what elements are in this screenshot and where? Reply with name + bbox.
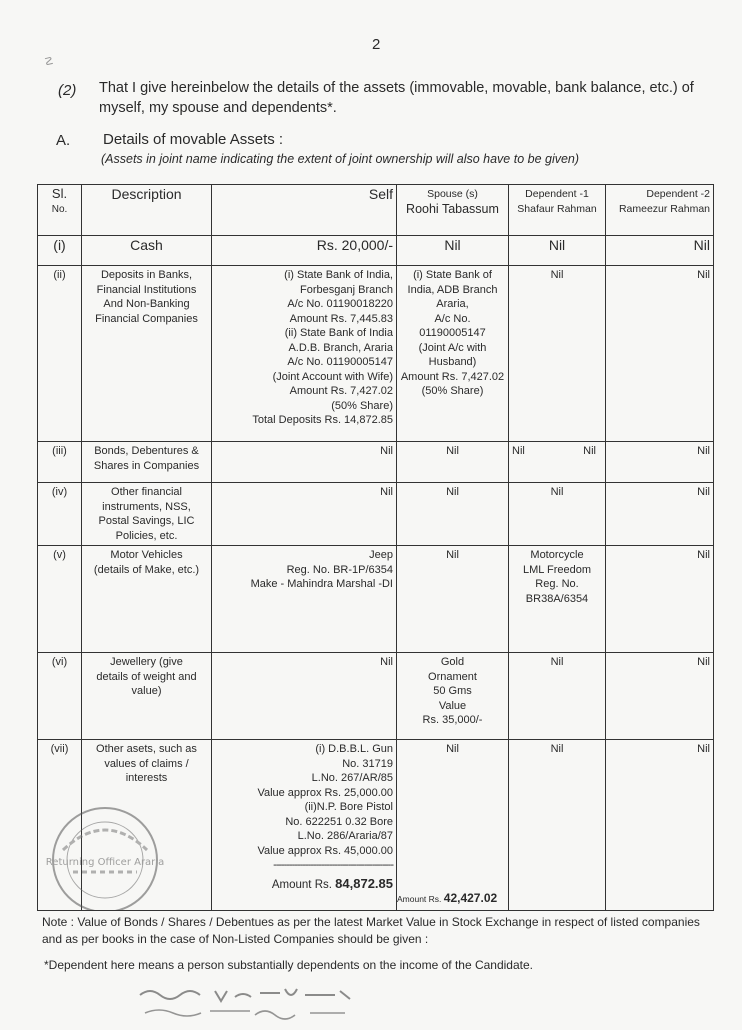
spouse-line: 50 Gms bbox=[433, 685, 472, 697]
row-dependent-2: Nil bbox=[606, 546, 714, 653]
dependent-1-line: Motorcycle bbox=[530, 549, 584, 561]
header-spouse bbox=[397, 185, 509, 236]
self-line: A/c No. 01190018220 bbox=[287, 298, 393, 310]
row-dependent-2: Nil bbox=[606, 740, 714, 911]
self-total-label: Amount Rs. bbox=[271, 878, 332, 891]
description-line: Bonds, Debentures & bbox=[94, 445, 199, 457]
row-self bbox=[212, 546, 397, 653]
description-line: And Non-Banking bbox=[103, 298, 190, 310]
row-description bbox=[82, 266, 212, 442]
table-row bbox=[38, 236, 714, 266]
row-self: Nil bbox=[212, 442, 397, 483]
spouse-total-value: 42,427.02 bbox=[443, 890, 498, 905]
row-sl: (iv) bbox=[38, 483, 82, 546]
description-line: interests bbox=[125, 772, 168, 784]
description-line: Deposits in Banks, bbox=[100, 269, 193, 281]
spouse-line: Nil bbox=[446, 743, 459, 755]
row-self bbox=[212, 740, 397, 911]
row-dependent-1: Nil bbox=[509, 236, 606, 266]
row-dependent-1: Nil bbox=[509, 483, 606, 546]
description-line: Motor Vehicles bbox=[110, 549, 183, 561]
header-dependent-1 bbox=[509, 185, 606, 236]
row-sl: (ii) bbox=[38, 266, 82, 442]
row-description bbox=[82, 483, 212, 546]
spouse-line: Amount Rs. 7,427.02 bbox=[400, 370, 505, 383]
self-line: L.No. 267/AR/85 bbox=[311, 772, 393, 784]
row-spouse: Nil bbox=[397, 546, 509, 653]
table-row bbox=[38, 442, 714, 483]
row-spouse: Nil bbox=[397, 483, 509, 546]
description-line: Financial Institutions bbox=[96, 283, 197, 296]
section-subtitle: (Assets in joint name indicating the extent of joint ownership will also have to be given) bbox=[101, 152, 580, 166]
dependent-1-line: Reg. No. bbox=[535, 578, 579, 590]
spouse-line: Gold bbox=[440, 656, 465, 668]
row-sl: (iii) bbox=[38, 442, 82, 483]
self-line: (Joint Account with Wife) bbox=[272, 370, 393, 383]
section-letter: A. bbox=[56, 132, 71, 149]
self-line: No. 31719 bbox=[342, 757, 393, 770]
header-sl-label: Sl. bbox=[51, 186, 68, 201]
table-header-row bbox=[38, 185, 714, 236]
row-description bbox=[82, 546, 212, 653]
table-row bbox=[38, 266, 714, 442]
description-line: Other asets, such as bbox=[96, 743, 197, 755]
header-dependent-1-label: Dependent -1 bbox=[525, 188, 589, 200]
dependent-1-nil: Nil bbox=[512, 445, 525, 457]
row-self bbox=[212, 266, 397, 442]
self-line: A.D.B. Branch, Araria bbox=[288, 341, 393, 354]
self-line: Amount Rs. 7,445.83 bbox=[289, 312, 393, 325]
self-line: (50% Share) bbox=[331, 399, 393, 412]
self-line: Value approx Rs. 25,000.00 bbox=[257, 786, 393, 799]
self-line: Reg. No. BR-1P/6354 bbox=[286, 563, 393, 576]
description-line: Other financial bbox=[111, 486, 182, 498]
dependent-1-line: LML Freedom bbox=[522, 563, 592, 576]
header-self-label: Self bbox=[368, 186, 393, 202]
note-text: Note : Value of Bonds / Shares / Debentues as per the latest Market Value in Stock Exchange in respect of listed companies and as per books in the case of Non-Listed Companies should be given : bbox=[42, 915, 700, 946]
description-line: value) bbox=[131, 685, 162, 697]
self-line: (i) State Bank of India, bbox=[284, 269, 393, 281]
header-dependent-2 bbox=[606, 185, 714, 236]
row-dependent-1: Nil bbox=[509, 740, 606, 911]
row-sl: (vi) bbox=[38, 653, 82, 740]
table-row bbox=[38, 546, 714, 653]
separator-dashes: --------------------------------------------- bbox=[273, 859, 393, 871]
self-line: (ii)N.P. Bore Pistol bbox=[304, 801, 393, 813]
header-self bbox=[212, 185, 397, 236]
row-dependent-1 bbox=[509, 442, 606, 483]
self-line: Value approx Rs. 45,000.00 bbox=[257, 844, 393, 857]
spouse-line: Ornament bbox=[428, 670, 477, 683]
page-number: 2 bbox=[372, 36, 381, 53]
dependent-1-nil: Nil bbox=[583, 445, 596, 457]
description-line: Postal Savings, LIC bbox=[98, 515, 195, 527]
spouse-total-label: Amount Rs. bbox=[397, 893, 442, 904]
description-line: instruments, NSS, bbox=[102, 500, 191, 513]
header-description-label: Description bbox=[111, 186, 182, 202]
self-line: Amount Rs. 7,427.02 bbox=[289, 385, 393, 397]
header-description bbox=[82, 185, 212, 236]
header-spouse-name: Roohi Tabassum bbox=[406, 201, 499, 216]
row-self: Nil bbox=[212, 653, 397, 740]
paragraph-number: (2) bbox=[58, 82, 77, 99]
official-seal-stamp bbox=[33, 790, 183, 910]
description-line: Financial Companies bbox=[95, 312, 198, 325]
row-dependent-2: Nil bbox=[606, 483, 714, 546]
description-line: Policies, etc. bbox=[115, 529, 178, 542]
self-total bbox=[215, 877, 393, 893]
signature-stamp bbox=[135, 983, 365, 1023]
row-spouse bbox=[397, 740, 509, 911]
row-spouse bbox=[397, 653, 509, 740]
header-dependent-2-name: Rameezur Rahman bbox=[618, 202, 710, 215]
self-line: Total Deposits Rs. 14,872.85 bbox=[252, 414, 393, 426]
row-dependent-1 bbox=[509, 546, 606, 653]
header-no-label: No. bbox=[51, 203, 68, 215]
row-dependent-2: Nil bbox=[606, 266, 714, 442]
row-dependent-1: Nil bbox=[509, 266, 606, 442]
dependent-1-line: BR38A/6354 bbox=[525, 592, 589, 605]
header-dependent-1-name: Shafaur Rahman bbox=[517, 202, 597, 215]
self-line: Forbesganj Branch bbox=[300, 283, 393, 296]
row-dependent-2: Nil bbox=[606, 653, 714, 740]
header-dependent-2-label: Dependent -2 bbox=[646, 188, 710, 200]
table-row bbox=[38, 483, 714, 546]
spouse-line: Rs. 35,000/- bbox=[422, 714, 483, 726]
spouse-line: Value bbox=[438, 699, 467, 712]
description-line: details of weight and bbox=[96, 670, 197, 683]
spouse-line: (Joint A/c with bbox=[418, 341, 487, 354]
seal-text: Returning Officer Araria bbox=[45, 857, 165, 868]
header-spouse-label: Spouse (s) bbox=[427, 188, 478, 200]
description-line: Jewellery (give bbox=[110, 656, 183, 668]
section-title: Details of movable Assets : bbox=[103, 131, 284, 148]
row-sl: (i) bbox=[38, 236, 82, 266]
row-description bbox=[82, 653, 212, 740]
row-spouse bbox=[397, 266, 509, 442]
row-sl: (v) bbox=[38, 546, 82, 653]
row-self: Nil bbox=[212, 483, 397, 546]
spouse-line: India, ADB Branch bbox=[407, 283, 498, 296]
spouse-total bbox=[397, 891, 497, 907]
row-description bbox=[82, 442, 212, 483]
row-self: Rs. 20,000/- bbox=[212, 236, 397, 266]
self-line: L.No. 286/Araria/87 bbox=[297, 830, 393, 842]
row-description: Cash bbox=[82, 236, 212, 266]
spouse-line: (50% Share) bbox=[421, 385, 484, 397]
paragraph-text: That I give hereinbelow the details of the assets (immovable, movable, bank balance, etc.) of myself, my spouse and dependents*. bbox=[99, 80, 694, 116]
spouse-line: Husband) bbox=[428, 356, 477, 368]
spouse-line: (i) State Bank of bbox=[413, 269, 492, 281]
self-line: No. 622251 0.32 Bore bbox=[285, 815, 393, 828]
spouse-line: A/c No. 01190005147 bbox=[419, 312, 486, 339]
description-line: (details of Make, etc.) bbox=[93, 563, 200, 576]
spouse-line: Araria, bbox=[436, 298, 469, 310]
footnote-text: *Dependent here means a person substantially dependents on the income of the Candidate. bbox=[44, 958, 533, 972]
self-line: (i) D.B.B.L. Gun bbox=[315, 743, 393, 755]
description-line: Shares in Companies bbox=[93, 459, 200, 472]
row-sl: (vii) bbox=[38, 740, 82, 911]
self-line: (ii) State Bank of India bbox=[284, 327, 393, 339]
description-line: values of claims / bbox=[104, 757, 189, 770]
self-line: A/c No. 01190005147 bbox=[287, 356, 393, 368]
row-dependent-2: Nil bbox=[606, 442, 714, 483]
row-dependent-2: Nil bbox=[606, 236, 714, 266]
table-row bbox=[38, 653, 714, 740]
row-spouse: Nil bbox=[397, 236, 509, 266]
row-spouse: Nil bbox=[397, 442, 509, 483]
row-dependent-1: Nil bbox=[509, 653, 606, 740]
self-line: Make - Mahindra Marshal -DI bbox=[250, 578, 393, 590]
scan-mark: ☡ bbox=[44, 56, 54, 68]
self-line: Jeep bbox=[369, 549, 393, 561]
header-sl bbox=[38, 185, 82, 236]
self-total-value: 84,872.85 bbox=[335, 875, 393, 891]
